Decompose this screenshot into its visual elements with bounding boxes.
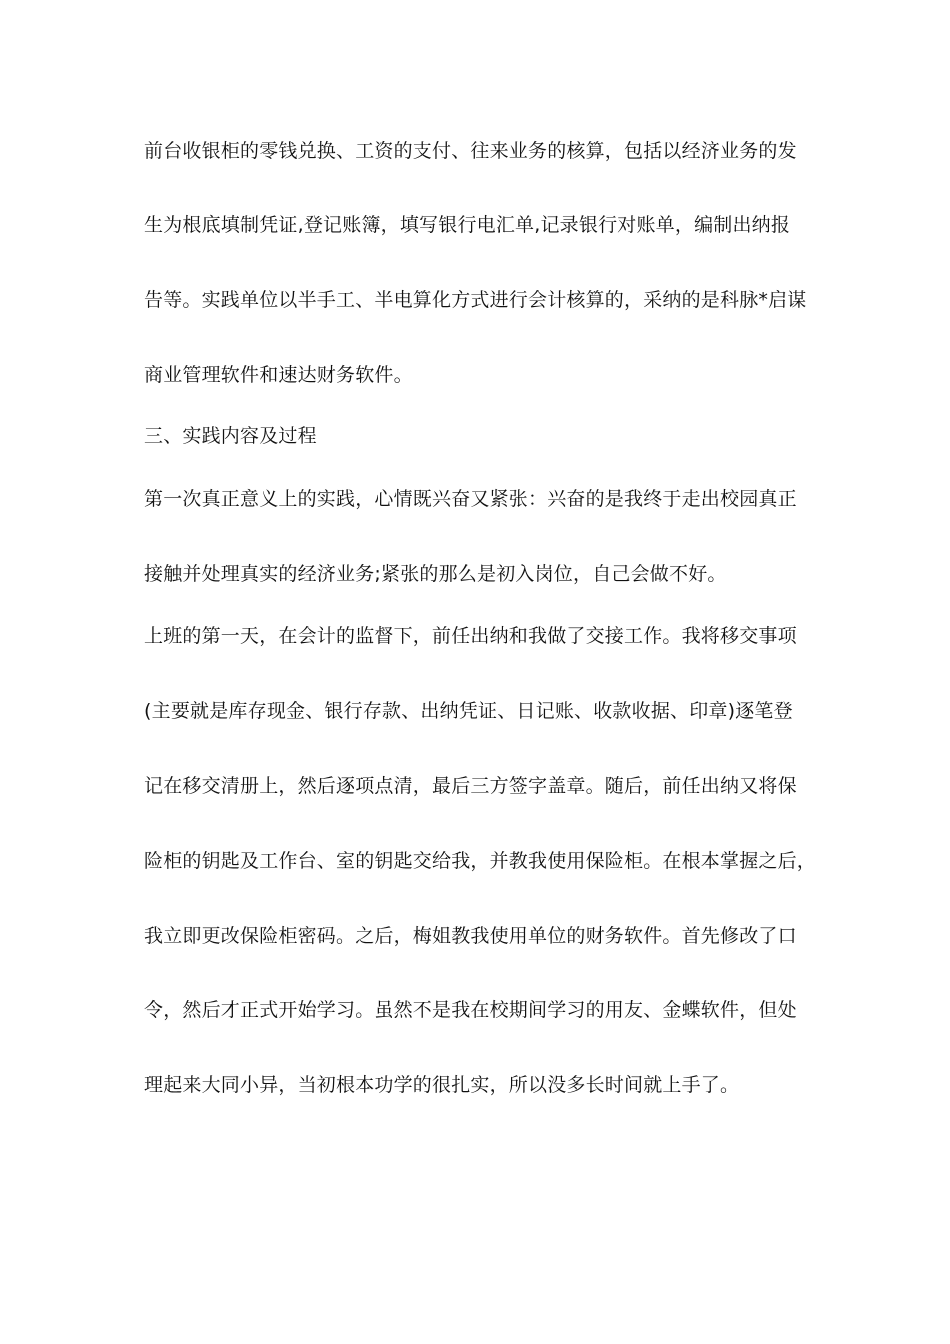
paragraph-3-line-6: 令，然后才正式开始学习。虽然不是我在校期间学习的用友、金蝶软件，但处	[144, 999, 797, 1021]
section-heading: 三、实践内容及过程	[144, 425, 317, 447]
paragraph-1-line-2: 生为根底填制凭证,登记账簿，填写银行电汇单,记录银行对账单，编制出纳报	[144, 214, 791, 236]
paragraph-1-line-1: 前台收银柜的零钱兑换、工资的支付、往来业务的核算，包括以经济业务的发	[144, 140, 797, 162]
paragraph-1-line-3: 告等。实践单位以半手工、半电算化方式进行会计核算的，采纳的是科脉*启谋	[144, 289, 807, 311]
paragraph-2-line-2: 接触并处理真实的经济业务;紧张的那么是初入岗位，自己会做不好。	[144, 563, 727, 585]
paragraph-1-line-4: 商业管理软件和速达财务软件。	[144, 364, 413, 386]
paragraph-3-line-7: 理起来大同小异，当初根本功学的很扎实，所以没多长时间就上手了。	[144, 1074, 740, 1096]
paragraph-3-line-2: (主要就是库存现金、银行存款、出纳凭证、日记账、收款收据、印章)逐笔登	[144, 700, 793, 722]
paragraph-2-line-1: 第一次真正意义上的实践，心情既兴奋又紧张：兴奋的是我终于走出校园真正	[144, 488, 797, 510]
paragraph-3-line-1: 上班的第一天，在会计的监督下，前任出纳和我做了交接工作。我将移交事项	[144, 625, 797, 647]
paragraph-3-line-3: 记在移交清册上，然后逐项点清，最后三方签字盖章。随后，前任出纳又将保	[144, 775, 797, 797]
paragraph-3-line-5: 我立即更改保险柜密码。之后，梅姐教我使用单位的财务软件。首先修改了口	[144, 925, 797, 947]
paragraph-3-line-4: 险柜的钥匙及工作台、室的钥匙交给我，并教我使用保险柜。在根本掌握之后，	[144, 850, 817, 872]
